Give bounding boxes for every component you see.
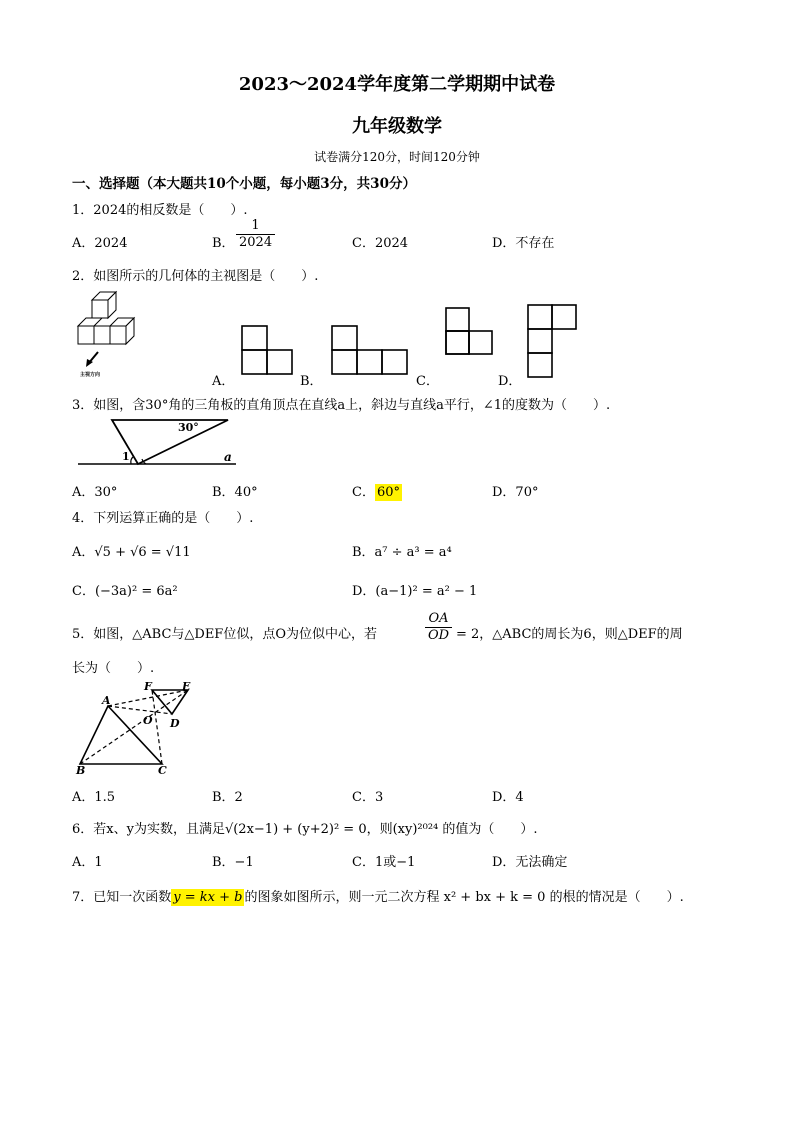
q5-homothety-figure (74, 680, 204, 780)
q3-stem: 3．如图，含30°角的三角板的直角顶点在直线a上，斜边与直线a平行，∠1的度数为（ ）. (72, 398, 611, 413)
q1-b-denominator: 2024 (239, 234, 273, 250)
q4-option-a: A．√5 + √6 = √11 (72, 545, 191, 560)
q7-highlighted-function: y = kx + b (173, 890, 243, 905)
q6-option-b: B．−1 (212, 855, 254, 870)
q7-stem (72, 886, 684, 905)
q5-fraction-numerator: OA (425, 611, 452, 628)
q1-option-d: D．不存在 (492, 236, 555, 251)
q3-option-c-label: C． (352, 485, 375, 500)
q2-option-d: D． (498, 374, 522, 389)
q1-option-a: A．2024 (72, 236, 128, 251)
q6-stem: 6．若x、y为实数，且满足√(2x−1) + (y+2)² = 0，则(xy)²⁰²⁴ 的值为（ ）. (72, 822, 538, 837)
q6-option-a: A．1 (72, 855, 103, 870)
q7-stem-pre: 7．已知一次函数 (72, 890, 172, 905)
q4-option-b: B．a⁷ ÷ a³ = a⁴ (352, 545, 452, 560)
q1-option-b-label: B． (212, 236, 235, 251)
q5-option-a: A．1.5 (72, 790, 116, 805)
q1-stem: 1．2024的相反数是（ ）. (72, 203, 248, 218)
q3-option-a: A．30° (72, 485, 118, 500)
q6-option-c: C．1或−1 (352, 855, 416, 870)
exam-note: 试卷满分120分，时间120分钟 (314, 150, 480, 164)
q2-option-b: B． (300, 374, 323, 389)
q5-label-o: O (143, 714, 153, 727)
q5-label-b: B (76, 764, 86, 777)
q3-option-c-highlighted-value: 60° (376, 485, 400, 500)
q1-option-b-fraction (236, 218, 275, 250)
q5-stem-pre: 5．如图，△ABC与△DEF位似，点O为位似中心，若 (72, 627, 377, 642)
q1-b-numerator: 1 (236, 218, 275, 235)
q5-stem-line2: 长为（ ）. (72, 661, 155, 676)
q5-option-d: D．4 (492, 790, 524, 805)
q1-option-c: C．2024 (352, 236, 409, 251)
q5-stem-post: = 2，△ABC的周长为6，则△DEF的周 (456, 627, 683, 642)
q6-option-d: D．无法确定 (492, 855, 568, 870)
q7-stem-post: 的图象如图所示，则一元二次方程 x² + bx + k = 0 的根的情况是（ ）. (244, 890, 684, 905)
q2-option-d-figure (526, 303, 582, 379)
q2-fig-caption: 主视方向 (80, 372, 101, 378)
q5-option-c: C．3 (352, 790, 384, 805)
section-title: 一、选择题（本大题共10个小题，每小题3分，共30分） (72, 176, 416, 192)
q3-fig-line-a: a (224, 450, 232, 464)
q3-option-c (352, 481, 402, 500)
q5-label-d: D (170, 717, 180, 730)
q2-option-c: C． (416, 374, 439, 389)
q2-option-a-figure (240, 324, 296, 376)
exam-title: 2023～2024学年度第二学期期中试卷 (238, 74, 556, 95)
q3-triangle-figure (76, 416, 246, 472)
q5-fraction-denominator: OD (428, 627, 450, 643)
q5-label-a: A (102, 694, 111, 707)
q5-label-f: F (144, 680, 152, 693)
q2-stem: 2．如图所示的几何体的主视图是（ ）. (72, 269, 319, 284)
q2-cube-figure (70, 288, 140, 378)
exam-subtitle: 九年级数学 (352, 116, 442, 137)
q5-label-e: E (182, 680, 191, 693)
q1-option-b (212, 232, 235, 251)
q3-fig-angle-one: 1 (122, 450, 130, 463)
q5-label-c: C (158, 764, 167, 777)
q4-stem: 4．下列运算正确的是（ ）. (72, 511, 254, 526)
q2-option-c-figure-bottom (444, 306, 496, 358)
q3-option-b: B．40° (212, 485, 258, 500)
q4-option-d: D．(a−1)² = a² − 1 (352, 584, 478, 599)
q5-option-b: B．2 (212, 790, 243, 805)
q2-option-b-figure (330, 324, 412, 376)
q2-option-a: A． (212, 374, 235, 389)
q3-fig-angle-label: 30° (178, 421, 199, 434)
q4-option-c: C．(−3a)² = 6a² (72, 584, 178, 599)
q5-ratio-fraction (425, 611, 452, 643)
q3-option-d: D．70° (492, 485, 539, 500)
